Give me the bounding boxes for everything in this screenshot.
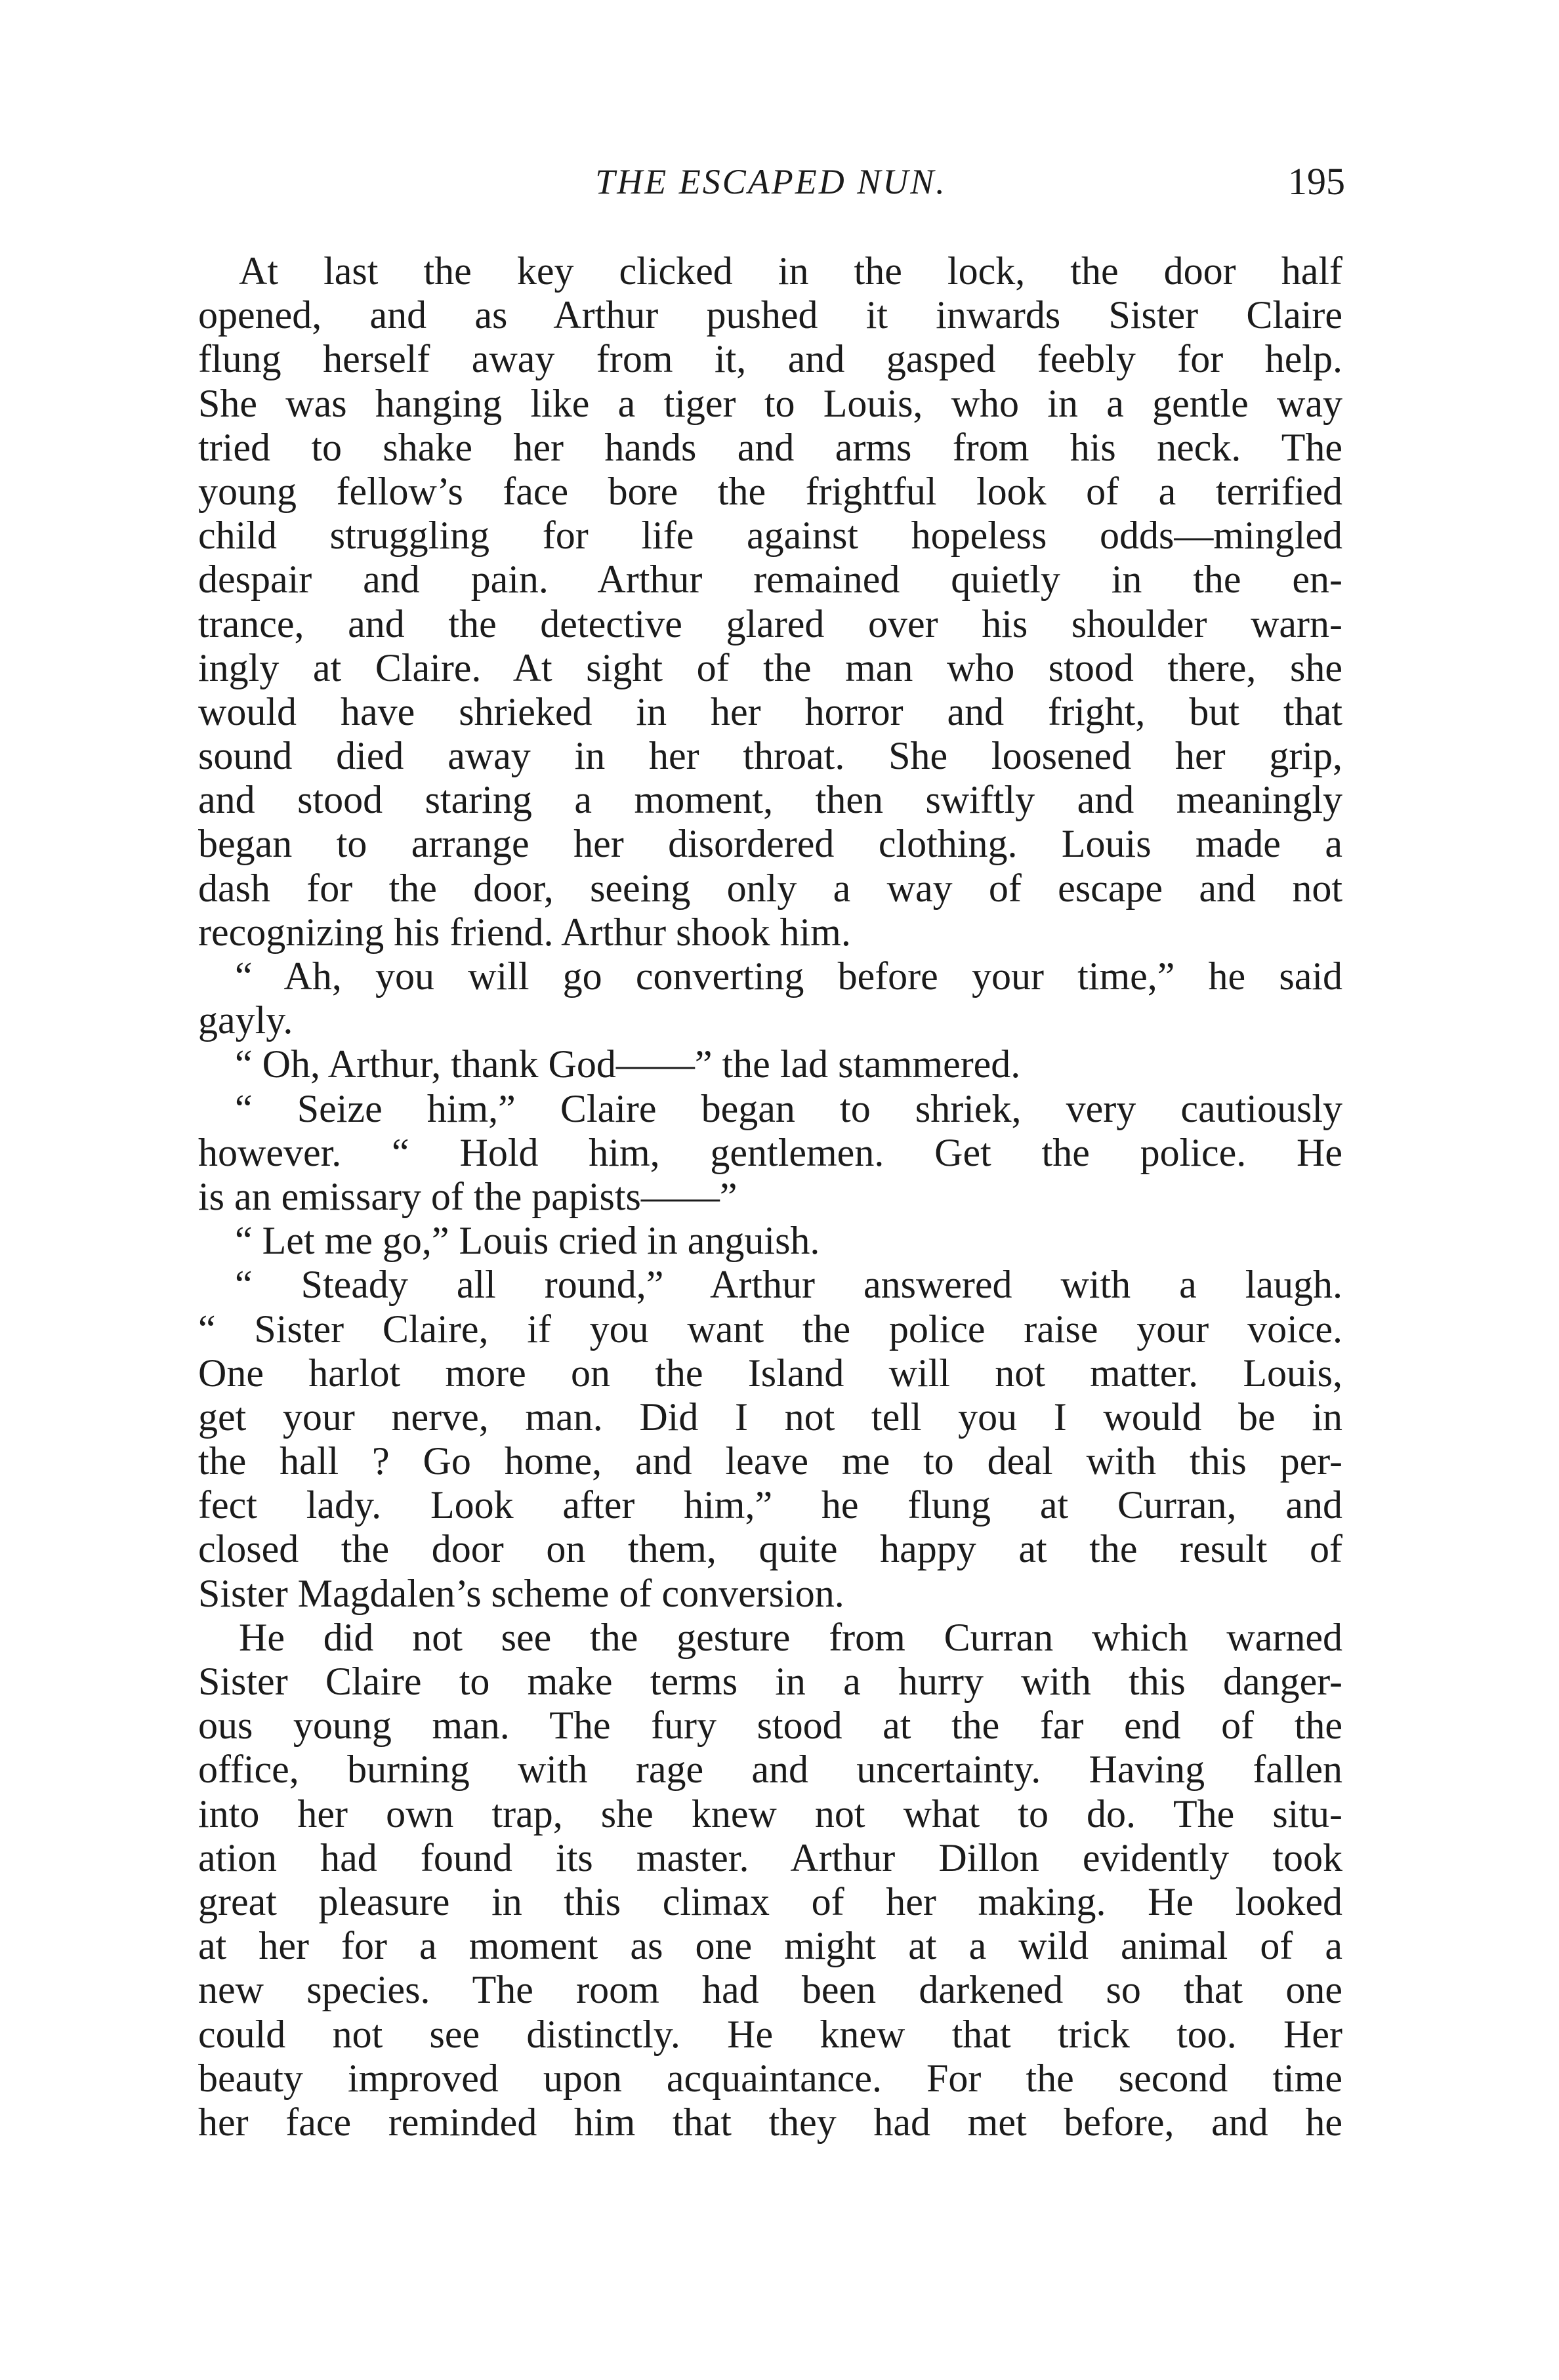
text-line: great pleasure in this climax of her making. He looked xyxy=(198,1879,1342,1923)
text-line: despair and pain. Arthur remained quietly in the en- xyxy=(198,558,1342,602)
text-line: is an emissary of the papists——” xyxy=(198,1174,738,1218)
text-line: could not see distinctly. He knew that trick too. Her xyxy=(198,2012,1342,2056)
text-line: opened, and as Arthur pushed it inwards Sister Claire xyxy=(198,293,1342,337)
text-line: the hall ? Go home, and leave me to deal with this per- xyxy=(198,1439,1342,1483)
text-line: Sister Claire to make terms in a hurry with this danger- xyxy=(198,1660,1342,1703)
running-title: THE ESCAPED NUN. xyxy=(595,162,947,201)
text-line: “ Steady all round,” Arthur answered with a laugh. xyxy=(235,1263,1342,1307)
text-line: would have shrieked in her horror and fright, but that xyxy=(198,689,1342,733)
text-line: “ Oh, Arthur, thank God——” the lad stammered. xyxy=(235,1042,1021,1086)
text-line: At last the key clicked in the lock, the door half xyxy=(239,249,1342,293)
text-line: child struggling for life against hopeless odds—mingled xyxy=(198,514,1342,558)
text-line: dash for the door, seeing only a way of escape and not xyxy=(198,866,1342,910)
text-line: at her for a moment as one might at a wild animal of a xyxy=(198,1924,1342,1968)
text-line: into her own trap, she knew not what to do. The situ- xyxy=(198,1792,1342,1836)
text-line: ingly at Claire. At sight of the man who stood there, she xyxy=(198,646,1342,689)
page-number: 195 xyxy=(1288,160,1345,203)
text-line: She was hanging like a tiger to Louis, who in a gentle way xyxy=(198,381,1342,425)
text-line: He did not see the gesture from Curran which warned xyxy=(239,1615,1342,1659)
text-line: beauty improved upon acquaintance. For the second time xyxy=(198,2056,1342,2100)
text-line: gayly. xyxy=(198,998,293,1042)
text-line: “ Ah, you will go converting before your time,” he said xyxy=(235,954,1342,998)
text-line: sound died away in her throat. She loosened her grip, xyxy=(198,734,1342,778)
text-line: her face reminded him that they had met before, and he xyxy=(198,2100,1342,2144)
text-line: office, burning with rage and uncertainty. Having fallen xyxy=(198,1748,1342,1792)
text-line: Sister Magdalen’s scheme of conversion. xyxy=(198,1571,844,1615)
text-line: closed the door on them, quite happy at the result of xyxy=(198,1527,1342,1571)
text-line: “ Let me go,” Louis cried in anguish. xyxy=(235,1219,820,1263)
text-line: and stood staring a moment, then swiftly and meaningly xyxy=(198,778,1342,822)
body-text xyxy=(198,249,1342,2144)
text-line: young fellow’s face bore the frightful look of a terrified xyxy=(198,469,1342,513)
text-line: “ Sister Claire, if you want the police raise your voice. xyxy=(198,1307,1342,1351)
page-header xyxy=(197,159,1345,211)
text-line: flung herself away from it, and gasped feebly for help. xyxy=(198,337,1342,381)
text-line: trance, and the detective glared over his shoulder warn- xyxy=(198,602,1342,646)
text-line: One harlot more on the Island will not matter. Louis, xyxy=(198,1351,1342,1395)
text-line: recognizing his friend. Arthur shook him. xyxy=(198,910,851,954)
text-line: new species. The room had been darkened so that one xyxy=(198,1968,1342,2012)
text-line: fect lady. Look after him,” he flung at Curran, and xyxy=(198,1483,1342,1527)
text-line: ation had found its master. Arthur Dillon evidently took xyxy=(198,1836,1342,1879)
text-line: tried to shake her hands and arms from his neck. The xyxy=(198,425,1342,469)
text-line: however. “ Hold him, gentlemen. Get the police. He xyxy=(198,1130,1342,1174)
text-line: ous young man. The fury stood at the far end of the xyxy=(198,1704,1342,1748)
text-line: began to arrange her disordered clothing. Louis made a xyxy=(198,822,1342,866)
text-line: get your nerve, man. Did I not tell you I would be in xyxy=(198,1395,1342,1439)
text-line: “ Seize him,” Claire began to shriek, very cautiously xyxy=(235,1086,1342,1130)
